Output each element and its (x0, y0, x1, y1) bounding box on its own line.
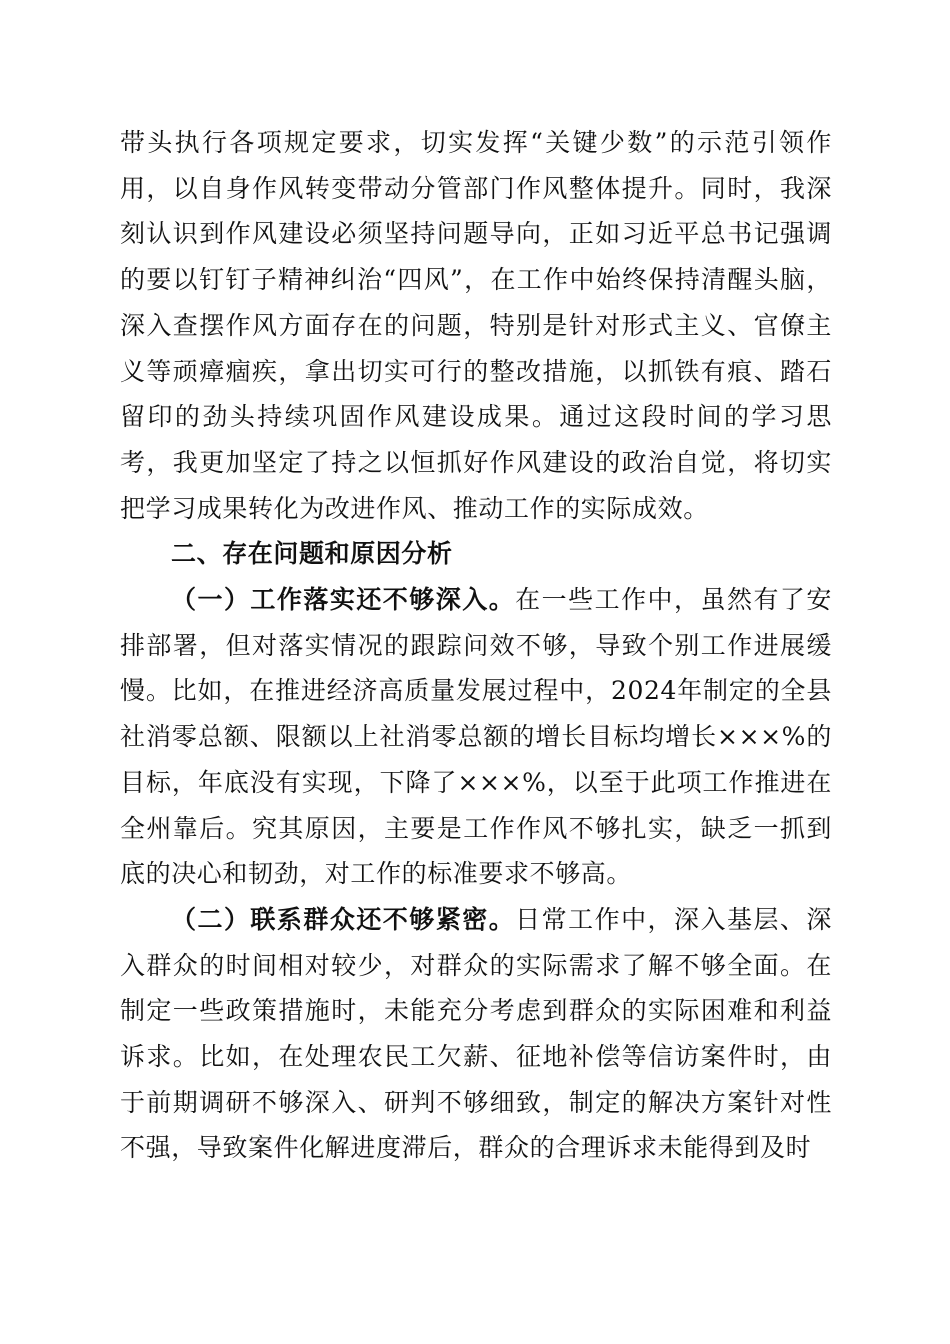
paragraph-continuation: 带头执行各项规定要求，切实发挥“关键少数”的示范引领作用，以自身作风转变带动分管部门作风整体提升。同时，我深刻认识到作风建设必须坚持问题导向，正如习近平总书记强调的要以钉钉子精神纠治“四风”，在工作中始终保持清醒头脑，深入查摆作风方面存在的问题，特别是针对形式主义、官僚主义等顽瘴痼疾，拿出切实可行的整改措施，以抓铁有痕、踏石留印的劲头持续巩固作风建设成果。通过这段时间的学习思考，我更加坚定了持之以恒抓好作风建设的政治自觉，将切实把学习成果转化为改进作风、推动工作的实际成效。 (120, 128, 832, 523)
section-heading: 二、存在问题和原因分析 (171, 539, 453, 569)
issue-title-2: （二）联系群众还不够紧密。 (171, 904, 516, 934)
issue-body-2: 日常工作中，深入基层、深入群众的时间相对较少，对群众的实际需求了解不够全面。在制定一些政策措施时，未能充分考虑到群众的实际困难和利益诉求。比如，在处理农民工欠薪、征地补偿等信访案件时，由于前期调研不够深入、研判不够细致，制定的解决方案针对性不强，导致案件化解进度滞后，群众的合理诉求未能得到及时 (120, 904, 832, 1163)
issue-paragraph-2 (120, 897, 832, 1171)
document-body (120, 120, 832, 1171)
issue-body-1: 在一些工作中，虽然有了安排部署，但对落实情况的跟踪问效不够，导致个别工作进展缓慢。比如，在推进经济高质量发展过程中，2024年制定的全县社消零总额、限额以上社消零总额的增长目标均增长×××%的目标，年底没有实现，下降了×××%，以至于此项工作推进在全州靠后。究其原因，主要是工作作风不够扎实，缺乏一抓到底的决心和韧劲，对工作的标准要求不够高。 (120, 585, 832, 889)
issue-title-1: （一）工作落实还不够深入。 (171, 585, 516, 615)
issue-paragraph-1 (120, 577, 832, 897)
